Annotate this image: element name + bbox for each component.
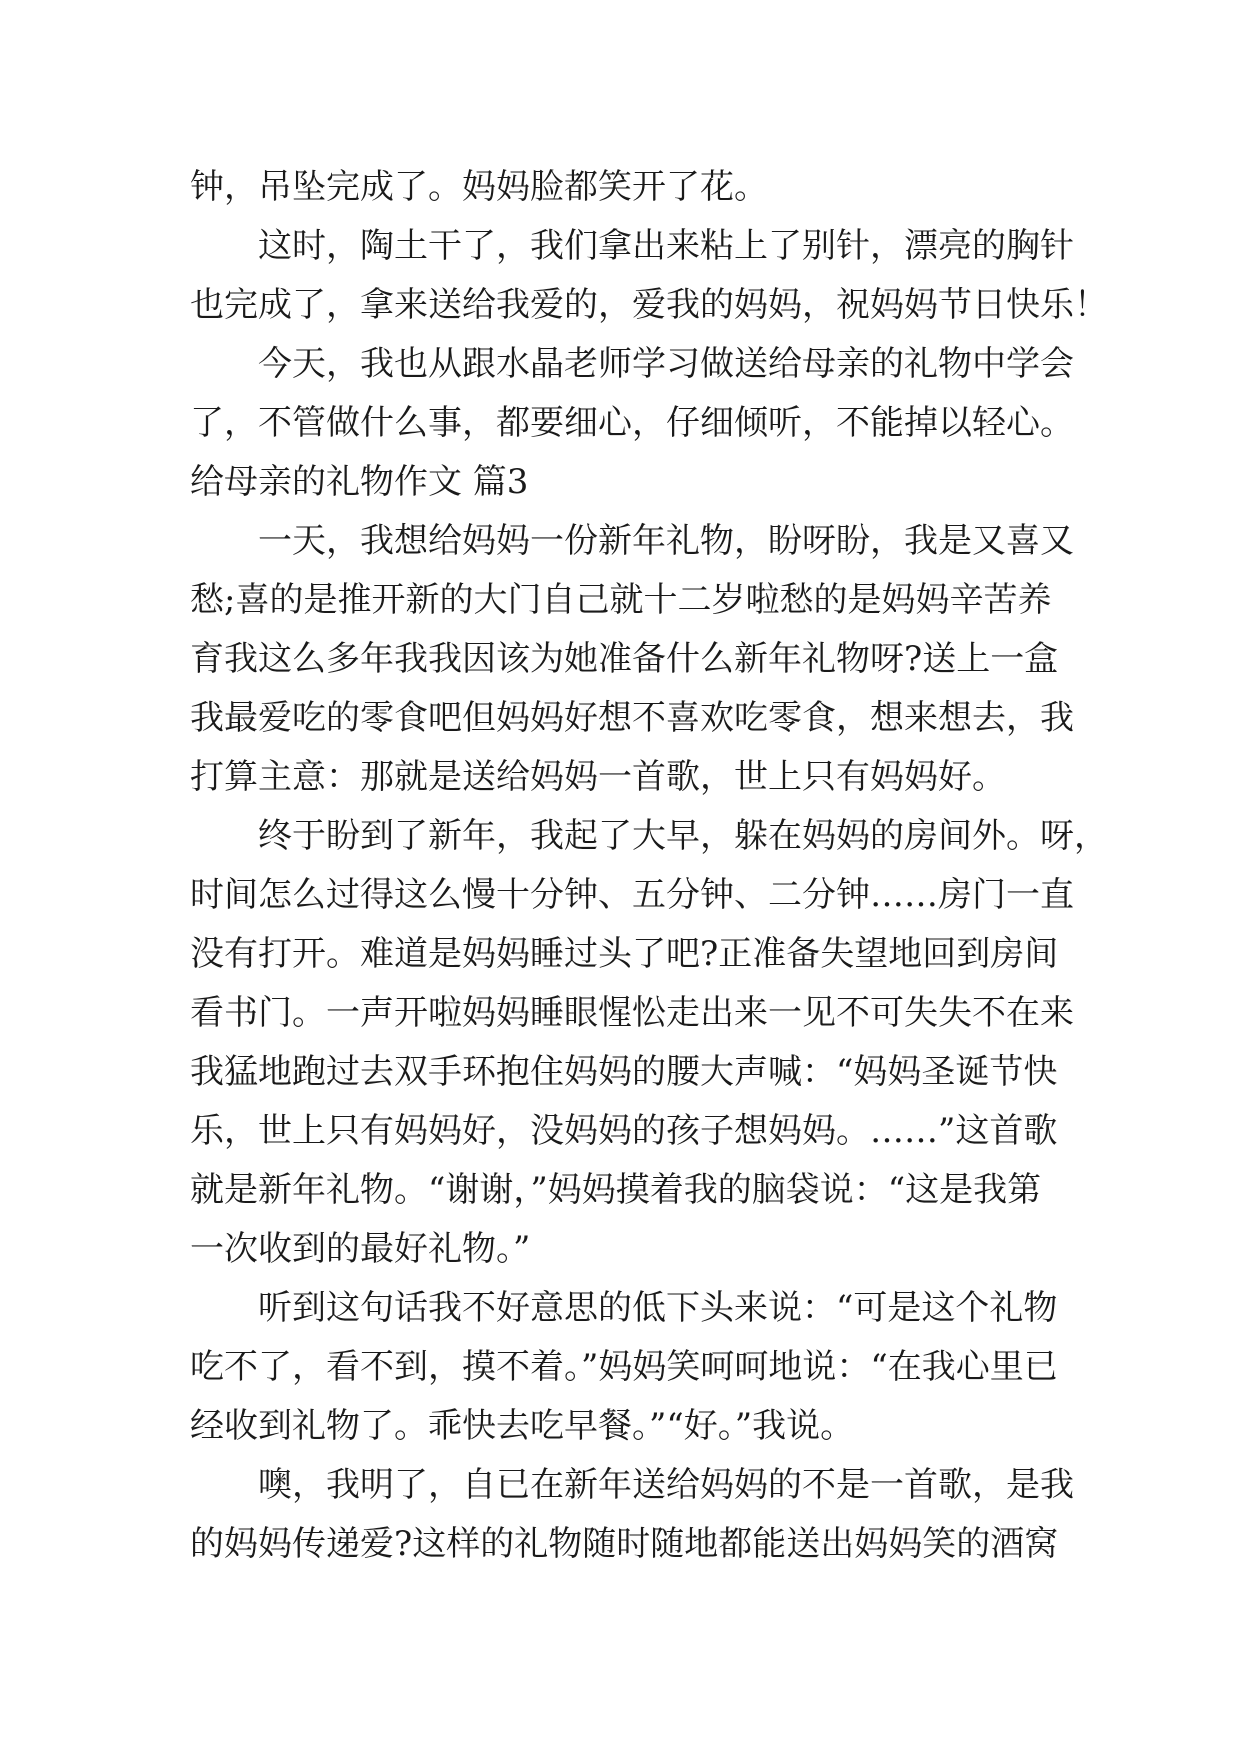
text-line: 看书门。一声开啦妈妈睡眼惺忪走出来一见不可失失不在来 — [190, 993, 1074, 1033]
text-line: 听到这句话我不好意思的低下头来说：“可是这个礼物 — [258, 1288, 1058, 1328]
text-line: 我猛地跑过去双手环抱住妈妈的腰大声喊：“妈妈圣诞节快 — [190, 1052, 1058, 1092]
text-line: 一天，我想给妈妈一份新年礼物，盼呀盼，我是又喜又 — [258, 521, 1074, 561]
text-line: 也完成了，拿来送给我爱的，爱我的妈妈，祝妈妈节日快乐！ — [190, 285, 1108, 325]
text-line: 吃不了，看不到，摸不着。”妈妈笑呵呵地说：“在我心里已 — [190, 1347, 1058, 1387]
text-line: 我最爱吃的零食吧但妈妈好想不喜欢吃零食，想来想去，我 — [190, 698, 1074, 738]
text-line: 愁;喜的是推开新的大门自己就十二岁啦愁的是妈妈辛苦养 — [190, 580, 1052, 620]
text-line: 钟，吊坠完成了。妈妈脸都笑开了花。 — [190, 167, 768, 207]
text-line: 噢，我明了，自已在新年送给妈妈的不是一首歌，是我 — [258, 1465, 1074, 1505]
text-line: 经收到礼物了。乖快去吃早餐。”“好。”我说。 — [190, 1406, 855, 1446]
text-line: 没有打开。难道是妈妈睡过头了吧?正准备失望地回到房间 — [190, 934, 1059, 974]
text-line: 了，不管做什么事，都要细心，仔细倾听，不能掉以轻心。 — [190, 403, 1074, 443]
section-heading: 给母亲的礼物作文 篇3 — [190, 462, 529, 502]
text-line: 今天，我也从跟水晶老师学习做送给母亲的礼物中学会 — [258, 344, 1074, 384]
text-line: 终于盼到了新年，我起了大早，躲在妈妈的房间外。呀， — [258, 816, 1108, 856]
text-line: 打算主意：那就是送给妈妈一首歌，世上只有妈妈好。 — [190, 757, 1006, 797]
text-line: 一次收到的最好礼物。” — [190, 1229, 531, 1269]
text-line: 的妈妈传递爱?这样的礼物随时随地都能送出妈妈笑的酒窝 — [190, 1524, 1059, 1564]
text-line: 乐，世上只有妈妈好，没妈妈的孩子想妈妈。……”这首歌 — [190, 1111, 1058, 1151]
text-line: 时间怎么过得这么慢十分钟、五分钟、二分钟……房门一直 — [190, 875, 1074, 915]
text-line: 这时，陶土干了，我们拿出来粘上了别针，漂亮的胸针 — [258, 226, 1074, 266]
document-page — [190, 158, 1108, 1574]
text-line: 育我这么多年我我因该为她准备什么新年礼物呀?送上一盒 — [190, 639, 1059, 679]
text-line: 就是新年礼物。“谢谢，”妈妈摸着我的脑袋说：“这是我第 — [190, 1170, 1042, 1210]
